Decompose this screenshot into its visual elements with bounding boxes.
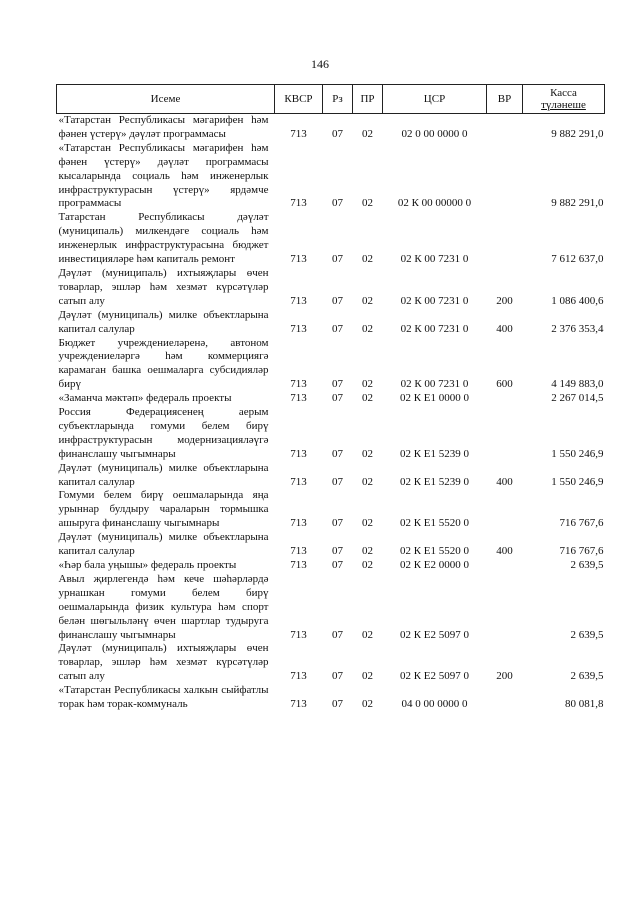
- cell-rz: 07: [332, 670, 343, 683]
- cell-pr: 02: [362, 628, 373, 641]
- cell-rz: 07: [332, 447, 343, 460]
- cell-rz: 07: [332, 197, 343, 210]
- cell-pr: 02: [362, 253, 373, 266]
- cell-kvsr: 713: [290, 197, 307, 210]
- cell-kvsr: 713: [290, 475, 307, 488]
- cell-amount: 716 767,6: [559, 517, 604, 530]
- cell-pr: 02: [362, 378, 373, 391]
- cell-csr: 02 К 00 7231 0: [400, 253, 469, 266]
- cell-name: Татарстан Республикасы дәүләт (муниципаль) милкендәге социаль һәм инженерлык инфраструктурасына бюджет инвестицияләре һәм капиталь ремонт: [58, 211, 269, 266]
- cell-vr: [487, 489, 523, 531]
- cell-name: Гомуми белем бирү оешмаларында яңа урыннар булдыру чараларын тормышка ашыруга финанслашу чыгымнары: [58, 489, 269, 530]
- table-row: [57, 309, 605, 337]
- cell-csr: 02 К Е1 5239 0: [399, 475, 470, 488]
- table-row: [57, 114, 605, 142]
- table-row: [57, 462, 605, 490]
- cell-csr: 02 К 00 7231 0: [400, 378, 469, 391]
- cell-rz: 07: [332, 517, 343, 530]
- cell-vr: [487, 142, 523, 212]
- cell-name: Дәүләт (муниципаль) ихтыяҗлары өчен товарлар, эшләр һәм хезмәт күрсәтүләр сатып алу: [58, 266, 269, 307]
- cell-kvsr: 713: [290, 628, 307, 641]
- page-number: 146: [311, 57, 329, 71]
- cell-amount: 2 376 353,4: [551, 322, 604, 335]
- cell-vr: [487, 211, 523, 267]
- header-rz: Рз: [323, 85, 353, 114]
- cell-kvsr: 713: [290, 378, 307, 391]
- cell-csr: 04 0 00 0000 0: [401, 698, 468, 711]
- cell-csr: 02 К 00 7231 0: [400, 322, 469, 335]
- cell-vr: 200: [496, 670, 513, 683]
- cell-rz: 07: [332, 545, 343, 558]
- cell-amount: 1 086 400,6: [551, 294, 604, 307]
- cell-pr: 02: [362, 127, 373, 140]
- cell-amount: 2 267 014,5: [551, 392, 604, 405]
- cell-amount: 2 639,5: [570, 670, 604, 683]
- cell-kvsr: 713: [290, 392, 307, 405]
- cell-vr: [487, 392, 523, 406]
- cell-vr: [487, 114, 523, 142]
- cell-name: «Татарстан Республикасы мәгарифен һәм фәнен үстерү» дәүләт программасы: [58, 114, 269, 140]
- cell-name: Бюджет учреждениеләренә, автоном учреждениеләргә һәм коммерциягә карамаган башка оешмаларга субсидияләр бирү: [58, 336, 269, 391]
- header-vr: ВР: [487, 85, 523, 114]
- cell-kvsr: 713: [290, 698, 307, 711]
- table-row: [57, 267, 605, 309]
- header-amount: [523, 85, 605, 114]
- cell-kvsr: 713: [290, 545, 307, 558]
- header-amount-line1: Касса: [550, 87, 577, 99]
- table-row: [57, 531, 605, 559]
- cell-name: Дәүләт (муниципаль) ихтыяҗлары өчен товарлар, эшләр һәм хезмәт күрсәтүләр сатып алу: [58, 642, 269, 683]
- cell-rz: 07: [332, 253, 343, 266]
- header-name: Исеме: [57, 85, 275, 114]
- cell-vr: 400: [496, 545, 513, 558]
- cell-name: Дәүләт (муниципаль) милке объектларына капитал салулар: [58, 461, 269, 488]
- cell-csr: 02 К Е2 5097 0: [399, 628, 470, 641]
- cell-pr: 02: [362, 475, 373, 488]
- cell-rz: 07: [332, 322, 343, 335]
- table-row: [57, 489, 605, 531]
- table-row: [57, 142, 605, 212]
- cell-csr: 02 0 00 0000 0: [401, 127, 468, 140]
- cell-csr: 02 К Е1 0000 0: [399, 392, 470, 405]
- header-csr: ЦСР: [383, 85, 487, 114]
- table-header-row: [57, 85, 605, 114]
- cell-kvsr: 713: [290, 517, 307, 530]
- cell-pr: 02: [362, 294, 373, 307]
- table-row: [57, 573, 605, 643]
- cell-name: «Татарстан Республикасы мәгарифен һәм фәнен үстерү» дәүләт программасы кысаларында социаль һәм инженерлык инфраструктурасын үстерү» ярдәмче программасы: [58, 141, 269, 210]
- cell-kvsr: 713: [290, 670, 307, 683]
- budget-table: [56, 84, 605, 712]
- cell-amount: 1 550 246,9: [551, 447, 604, 460]
- cell-kvsr: 713: [290, 322, 307, 335]
- cell-rz: 07: [332, 559, 343, 571]
- cell-rz: 07: [332, 698, 343, 711]
- cell-pr: 02: [362, 545, 373, 558]
- cell-pr: 02: [362, 392, 373, 405]
- cell-csr: 02 К Е1 5520 0: [399, 545, 470, 558]
- cell-pr: 02: [362, 559, 373, 571]
- cell-vr: 400: [496, 475, 513, 488]
- cell-rz: 07: [332, 378, 343, 391]
- cell-pr: 02: [362, 517, 373, 530]
- table-row: [57, 337, 605, 393]
- cell-pr: 02: [362, 670, 373, 683]
- cell-name: «Заманча мәктәп» федераль проекты: [58, 392, 232, 405]
- cell-amount: 9 882 291,0: [551, 127, 604, 140]
- cell-vr: 400: [496, 322, 513, 335]
- cell-csr: 02 К Е1 5239 0: [399, 447, 470, 460]
- table-row: [57, 392, 605, 406]
- cell-csr: 02 К 00 7231 0: [400, 294, 469, 307]
- cell-vr: 600: [496, 378, 513, 391]
- cell-vr: [487, 559, 523, 573]
- cell-name: Дәүләт (муниципаль) милке объектларына капитал салулар: [58, 531, 269, 558]
- header-kvsr: КВСР: [275, 85, 323, 114]
- cell-amount: 4 149 883,0: [551, 378, 604, 391]
- cell-amount: 9 882 291,0: [551, 197, 604, 210]
- cell-rz: 07: [332, 628, 343, 641]
- cell-kvsr: 713: [290, 127, 307, 140]
- cell-vr: [487, 573, 523, 643]
- cell-kvsr: 713: [290, 559, 307, 571]
- cell-pr: 02: [362, 197, 373, 210]
- cell-kvsr: 713: [290, 253, 307, 266]
- cell-vr: 200: [496, 294, 513, 307]
- cell-rz: 07: [332, 127, 343, 140]
- cell-csr: 02 К Е1 5520 0: [399, 517, 470, 530]
- cell-amount: 2 639,5: [570, 559, 604, 571]
- cell-name: «Һәр бала уңышы» федераль проекты: [58, 559, 237, 571]
- cell-rz: 07: [332, 475, 343, 488]
- header-amount-line2: түләнеше: [541, 99, 586, 111]
- cell-amount: 716 767,6: [559, 545, 604, 558]
- cell-amount: 1 550 246,9: [551, 475, 604, 488]
- cell-name: Авыл җирлегендә һәм кече шәһәрләрдә урнашкан гомуми белем бирү оешмаларында физик культура һәм спорт белән шөгыльләнү өчен шартлар тудыруга финанслашу чыгымнары: [58, 572, 269, 641]
- cell-kvsr: 713: [290, 447, 307, 460]
- cell-pr: 02: [362, 447, 373, 460]
- cell-name: Дәүләт (муниципаль) милке объектларына капитал салулар: [58, 308, 269, 335]
- header-pr: ПР: [353, 85, 383, 114]
- cell-rz: 07: [332, 392, 343, 405]
- table-row: [57, 642, 605, 684]
- cell-amount: 7 612 637,0: [551, 253, 604, 266]
- table-row: [57, 211, 605, 267]
- cell-name: Россия Федерациясенең аерым субъектларында гомуми белем бирү инфраструктурасын модернизацияләүгә финанслашу чыгымнары: [58, 406, 269, 460]
- table-row: [57, 684, 605, 712]
- cell-amount: 2 639,5: [570, 628, 604, 641]
- cell-pr: 02: [362, 698, 373, 711]
- table-row: [57, 559, 605, 573]
- cell-kvsr: 713: [290, 294, 307, 307]
- cell-name: «Татарстан Республикасы халкын сыйфатлы торак һәм торак-коммуналь: [58, 684, 269, 711]
- cell-pr: 02: [362, 322, 373, 335]
- cell-amount: 80 081,8: [565, 698, 604, 711]
- cell-csr: 02 К Е2 5097 0: [399, 670, 470, 683]
- cell-vr: [487, 406, 523, 462]
- table-row: [57, 406, 605, 462]
- cell-rz: 07: [332, 294, 343, 307]
- cell-csr: 02 К 00 00000 0: [397, 197, 472, 210]
- cell-vr: [487, 684, 523, 712]
- cell-csr: 02 К Е2 0000 0: [399, 559, 470, 571]
